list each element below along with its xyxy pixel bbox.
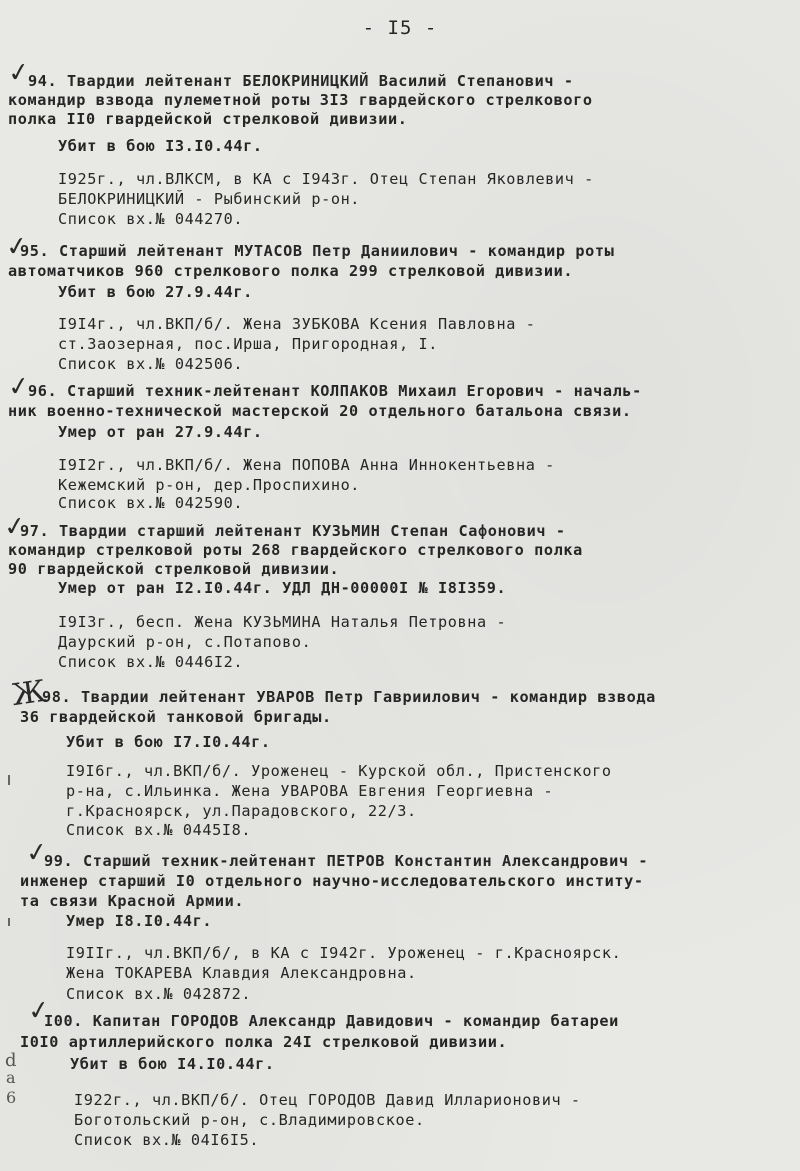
record-head-line: 97. Твардии старший лейтенант КУЗЬМИН Степан Сафонович - bbox=[20, 522, 566, 540]
page-number: - I5 - bbox=[362, 17, 438, 39]
record-head-line: I0I0 артиллерийского полка 24I стрелковой дивизии. bbox=[20, 1033, 508, 1051]
record-detail-line: Список вх.№ 042872. bbox=[66, 985, 252, 1003]
record-head-line: та связи Красной Армии. bbox=[20, 892, 245, 910]
record-detail-line: I9I6г., чл.ВКП/б/. Уроженец - Курской обл., Пристенского bbox=[66, 762, 612, 780]
double-mark: Ж bbox=[9, 673, 48, 714]
record-detail-line: Список вх.№ 04I6I5. bbox=[74, 1131, 260, 1149]
record-status: Умер от ран I2.I0.44г. УДЛ ДН-00000I № I8I359. bbox=[58, 579, 507, 597]
margin-line bbox=[8, 775, 10, 785]
record-head-line: командир взвода пулеметной роты 3I3 гвардейского стрелкового bbox=[8, 91, 593, 109]
record-status: Умер I8.I0.44г. bbox=[66, 912, 213, 930]
record-head-line: инженер старший I0 отдельного научно-исследовательского институ- bbox=[20, 872, 644, 890]
margin-line bbox=[8, 918, 10, 926]
record-head-line: ник военно-технической мастерской 20 отдельного батальона связи. bbox=[8, 402, 632, 420]
record-detail-line: I9IIг., чл.ВКП/б/, в КА с I942г. Уроженец - г.Красноярск. bbox=[66, 944, 622, 962]
record-detail-line: Список вх.№ 042590. bbox=[58, 494, 244, 512]
record-status: Умер от ран 27.9.44г. bbox=[58, 423, 263, 441]
check-mark: ✓ bbox=[24, 836, 50, 870]
record-detail-line: Список вх.№ 044270. bbox=[58, 210, 244, 228]
record-detail-line: г.Красноярск, ул.Парадовского, 22/3. bbox=[66, 802, 417, 820]
record-detail-line: Даурский р-он, с.Потапово. bbox=[58, 633, 312, 651]
margin-letter: d bbox=[5, 1050, 17, 1071]
record-status: Убит в бою I7.I0.44г. bbox=[66, 733, 271, 751]
record-detail-line: I922г., чл.ВКП/б/. Отец ГОРОДОВ Давид Илларионович - bbox=[74, 1091, 581, 1109]
check-mark: ✓ bbox=[4, 230, 30, 264]
record-detail-line: Жена ТОКАРЕВА Клавдия Александровна. bbox=[66, 964, 417, 982]
record-head-line: 90 гвардейской стрелковой дивизии. bbox=[8, 560, 340, 578]
check-mark: ✓ bbox=[2, 510, 28, 544]
margin-letter: 6 bbox=[6, 1088, 17, 1107]
record-head-line: 99. Старший техник-лейтенант ПЕТРОВ Константин Александрович - bbox=[44, 852, 649, 870]
record-detail-line: ст.Заозерная, пос.Ирша, Пригородная, I. bbox=[58, 335, 439, 353]
record-detail-line: р-на, с.Ильинка. Жена УВАРОВА Евгения Георгиевна - bbox=[66, 782, 554, 800]
record-head-line: командир стрелковой роты 268 гвардейского стрелкового полка bbox=[8, 541, 583, 559]
record-detail-line: Список вх.№ 042506. bbox=[58, 355, 244, 373]
record-status: Убит в бою I4.I0.44г. bbox=[70, 1055, 275, 1073]
check-mark: ✓ bbox=[6, 370, 32, 404]
record-detail-line: I925г., чл.ВЛКСМ, в КА с I943г. Отец Степан Яковлевич - bbox=[58, 170, 594, 188]
record-head-line: 94. Твардии лейтенант БЕЛОКРИНИЦКИЙ Василий Степанович - bbox=[28, 72, 574, 90]
record-detail-line: Боготольский р-он, с.Владимировское. bbox=[74, 1111, 425, 1129]
check-mark: ✓ bbox=[26, 994, 52, 1028]
record-head-line: автоматчиков 960 стрелкового полка 299 стрелковой дивизии. bbox=[8, 262, 574, 280]
record-head-line: 96. Старший техник-лейтенант КОЛПАКОВ Михаил Егорович - началь- bbox=[28, 382, 642, 400]
record-head-line: 98. Твардии лейтенант УВАРОВ Петр Гавриилович - командир взвода bbox=[42, 688, 656, 706]
record-detail-line: I9I3г., бесп. Жена КУЗЬМИНА Наталья Петровна - bbox=[58, 613, 507, 631]
record-status: Убит в бою I3.I0.44г. bbox=[58, 137, 263, 155]
record-head-line: I00. Капитан ГОРОДОВ Александр Давидович - командир батареи bbox=[44, 1012, 619, 1030]
record-status: Убит в бою 27.9.44г. bbox=[58, 283, 253, 301]
record-detail-line: Список вх.№ 0446I2. bbox=[58, 653, 244, 671]
record-head-line: полка II0 гвардейской стрелковой дивизии. bbox=[8, 110, 408, 128]
margin-letter: a bbox=[6, 1068, 16, 1087]
record-detail-line: I9I2г., чл.ВКП/б/. Жена ПОПОВА Анна Иннокентьевна - bbox=[58, 456, 555, 474]
record-head-line: 36 гвардейской танковой бригады. bbox=[20, 708, 332, 726]
record-detail-line: БЕЛОКРИНИЦКИЙ - Рыбинский р-он. bbox=[58, 190, 361, 208]
record-detail-line: I9I4г., чл.ВКП/б/. Жена ЗУБКОВА Ксения Павловна - bbox=[58, 315, 536, 333]
record-head-line: 95. Старший лейтенант МУТАСОВ Петр Даниилович - командир роты bbox=[20, 242, 615, 260]
check-mark: ✓ bbox=[6, 56, 32, 90]
record-detail-line: Список вх.№ 0445I8. bbox=[66, 821, 252, 839]
record-detail-line: Кежемский р-он, дер.Проспихино. bbox=[58, 476, 361, 494]
